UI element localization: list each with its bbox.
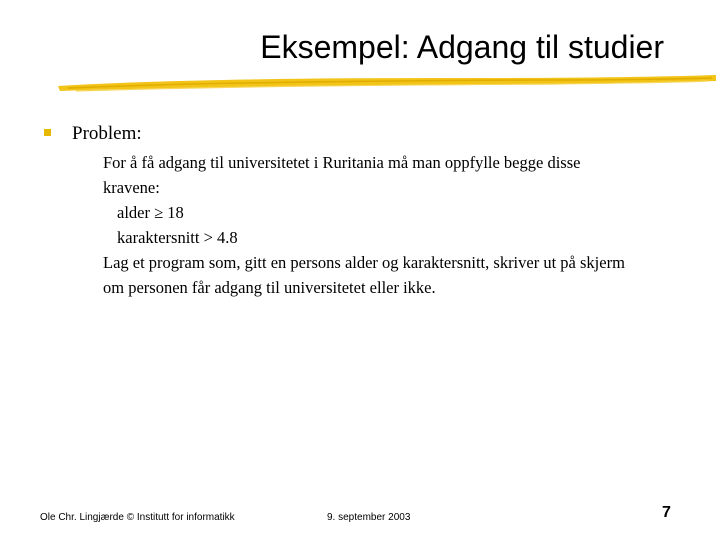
footer-author: Ole Chr. Lingjærde © Institutt for informatikk [40, 512, 235, 523]
requirement-age: alder ≥ 18 [117, 203, 184, 222]
slide-title: Eksempel: Adgang til studier [260, 29, 664, 65]
requirement-grade: karaktersnitt > 4.8 [117, 228, 238, 247]
text-line: For å få adgang til universitetet i Ruritania må man oppfylle begge disse [103, 153, 581, 172]
title-underline [56, 70, 718, 96]
square-bullet-icon [44, 129, 51, 136]
page-number: 7 [662, 504, 671, 521]
text-line: Lag et program som, gitt en persons alder og karaktersnitt, skriver ut på skjerm [103, 253, 625, 272]
slide-content [44, 122, 704, 297]
text-line: om personen får adgang til universitetet eller ikke. [103, 278, 436, 297]
footer-date: 9. september 2003 [327, 512, 411, 523]
problem-description [103, 150, 703, 300]
text-line: kravene: [103, 178, 160, 197]
bullet-label: Problem: [72, 123, 142, 144]
bullet-item-problem [44, 122, 704, 146]
